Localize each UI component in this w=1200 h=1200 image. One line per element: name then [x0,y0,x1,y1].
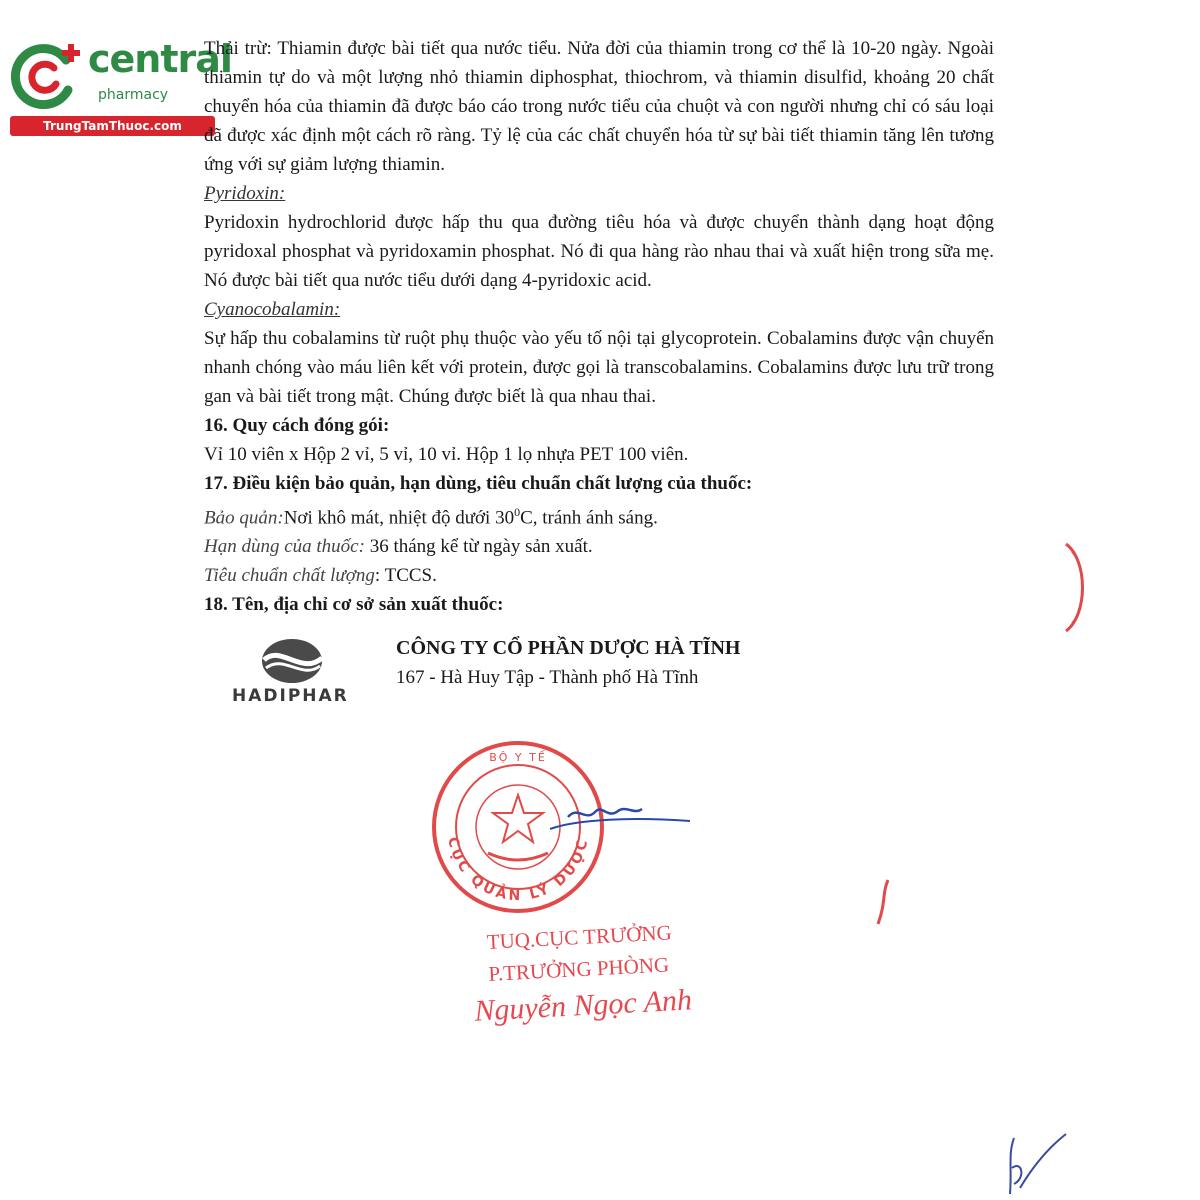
storage-text-b: C, tránh ánh sáng. [520,507,658,529]
seal-ring-text: CỤC QUẢN LÝ DƯỢC [444,835,592,905]
brand-name: central [88,37,232,81]
pharmacy-cross-icon [10,40,88,112]
cyanocobalamin-heading: Cyanocobalamin: [204,299,341,320]
storage-text-a: Nơi khô mát, nhiệt độ dưới 30 [283,507,515,529]
seal-top-text: BỘ Y TẾ [489,751,547,764]
signature-line-1: TUQ.CỤC TRƯỞNG [486,920,673,954]
red-ink-mark-icon [872,878,894,928]
central-pharmacy-logo [10,37,232,138]
section-16-text: Vỉ 10 viên x Hộp 2 vỉ, 5 vỉ, 10 vỉ. Hộp 1 lọ nhựa PET 100 viên. [204,444,689,465]
storage-line [204,498,994,532]
brand-subtitle: pharmacy [98,87,169,103]
signer-name: Nguyễn Ngọc Anh [473,983,693,1028]
pyridoxin-heading: Pyridoxin: [204,183,286,204]
hadiphar-emblem-icon [228,636,358,686]
shelf-life-label: Hạn dùng của thuốc: [204,536,365,558]
hadiphar-logo [228,636,358,716]
storage-label: Bảo quản: [204,507,284,529]
margin-stamp-icon [1062,540,1092,635]
hadiphar-wordmark: HADIPHAR [232,686,349,706]
company-address: 167 - Hà Huy Tập - Thành phố Hà Tĩnh [396,667,699,688]
signature-line-2: P.TRƯỞNG PHÒNG [487,952,670,986]
storage-degree: 0 [514,505,521,519]
document-body [204,34,994,619]
standard-text: : TCCS. [374,565,437,587]
excretion-paragraph: Thải trừ: Thiamin được bài tiết qua nước tiểu. Nửa đời của thiamin trong cơ thể là 10-20 ngày. Ngoài thiamin tự do và một lượng nhỏ thiamin diphosphat, thiochrom, và thiamin disulfid, khoảng 20 chất chuyển hóa của thiamin đã được báo cáo trong nước tiểu của chuột và con người nhưng chỉ có sáu loại đã được xác định một cách rõ ràng. Tỷ lệ của các chất chuyển hóa từ sự bài tiết thiamin tăng lên tương ứng với sự giảm lượng thiamin. [204,38,994,175]
standard-label: Tiêu chuẩn chất lượng [204,565,375,587]
manufacturer-info [396,634,740,692]
shelf-life-text: 36 tháng kể từ ngày sản xuất. [364,536,593,558]
section-17-title: 17. Điều kiện bảo quản, hạn dùng, tiêu chuẩn chất lượng của thuốc: [204,473,753,494]
corner-initials-icon [1002,1128,1072,1198]
official-seal-icon [428,735,698,915]
shelf-life-line [204,532,994,561]
standard-line [204,561,994,590]
signature-block [473,915,693,1028]
pyridoxin-paragraph: Pyridoxin hydrochlorid được hấp thu qua đường tiêu hóa và được chuyển thành dạng hoạt động pyridoxal phosphat và pyridoxamin phosphat. Nó đi qua hàng rào nhau thai và xuất hiện trong sữa mẹ. Nó được bài tiết qua nước tiểu dưới dạng 4-pyridoxic acid. [204,212,994,291]
section-16-title: 16. Quy cách đóng gói: [204,415,390,436]
section-18-title: 18. Tên, địa chỉ cơ sở sản xuất thuốc: [204,594,504,616]
company-name: CÔNG TY CỔ PHẦN DƯỢC HÀ TĨNH [396,637,741,659]
website-banner: TrungTamThuoc.com [10,116,215,136]
cyanocobalamin-paragraph: Sự hấp thu cobalamins từ ruột phụ thuộc vào yếu tố nội tại glycoprotein. Cobalamins được vận chuyển nhanh chóng vào máu liên kết với protein, được gọi là transcobalamins. Cobalamins được lưu trữ trong gan và bài tiết trong mật. Chúng được biết là qua nhau thai. [204,328,994,407]
